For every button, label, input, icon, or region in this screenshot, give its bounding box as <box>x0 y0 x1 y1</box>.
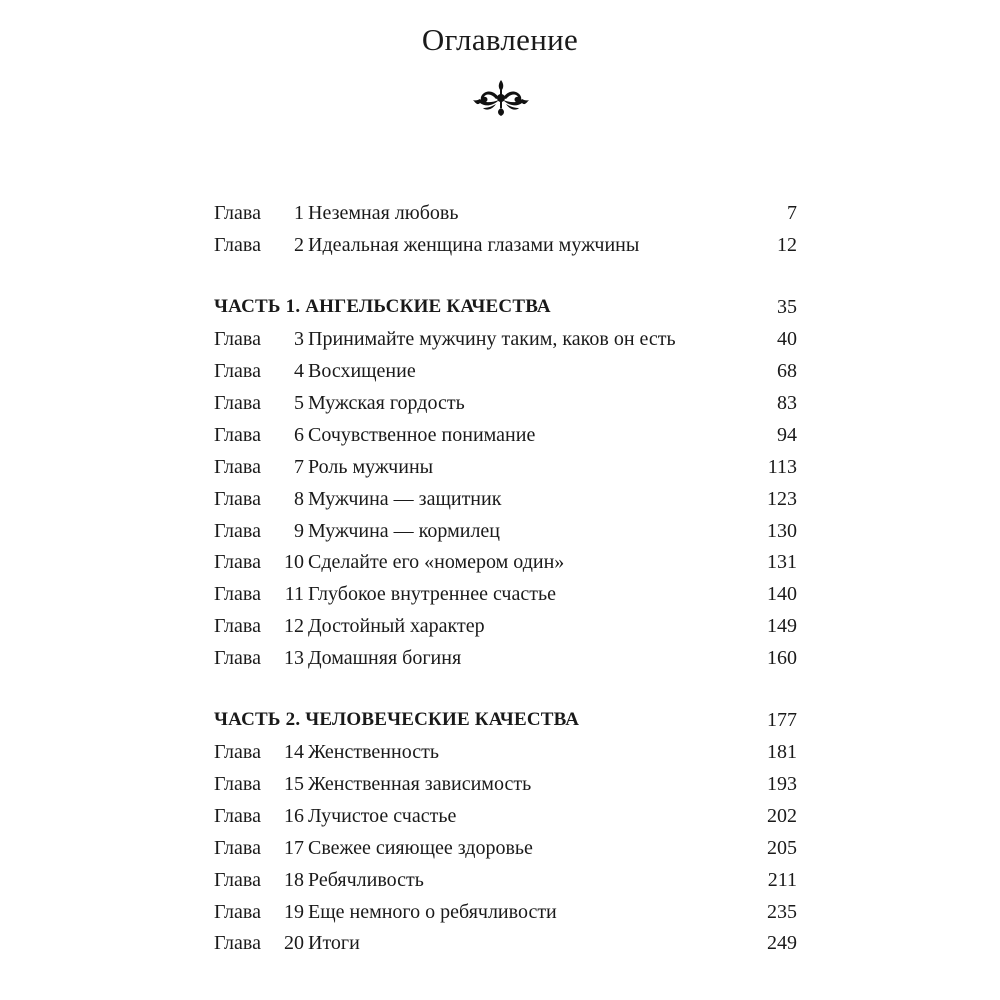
chapter-title: Лучистое счастье <box>308 805 457 827</box>
chapter-title: Еще немного о ребячливости <box>308 901 557 923</box>
page-number: 7 <box>787 202 797 224</box>
chapter-number: 19 <box>284 901 304 923</box>
page-number: 177 <box>767 709 797 731</box>
toc-entry-part-2[interactable] <box>214 705 797 735</box>
chapter-word: Глава <box>214 741 261 763</box>
chapter-number: 14 <box>284 741 304 763</box>
toc-entry-chapter-13[interactable] <box>214 643 797 673</box>
toc-entry-chapter-3[interactable] <box>214 324 797 354</box>
toc-entry-part-1[interactable] <box>214 292 797 322</box>
toc-entry-chapter-12[interactable] <box>214 611 797 641</box>
chapter-title: Женственность <box>308 741 439 763</box>
chapter-number: 4 <box>294 360 304 382</box>
chapter-number: 6 <box>294 424 304 446</box>
toc-entry-chapter-4[interactable] <box>214 356 797 386</box>
chapter-number: 8 <box>294 488 304 510</box>
page-number: 40 <box>777 328 797 350</box>
toc-entry-chapter-11[interactable] <box>214 579 797 609</box>
chapter-title: Мужчина — кормилец <box>308 520 501 542</box>
page-number: 149 <box>767 615 797 637</box>
page-number: 12 <box>777 234 797 256</box>
fleuron-ornament-icon <box>472 78 530 118</box>
toc-entry-chapter-9[interactable] <box>214 516 797 546</box>
chapter-title: Принимайте мужчину таким, каков он есть <box>308 328 676 350</box>
page-number: 181 <box>767 741 797 763</box>
page-number: 249 <box>767 932 797 954</box>
chapter-number: 5 <box>294 392 304 414</box>
chapter-word: Глава <box>214 424 261 446</box>
page-number: 235 <box>767 901 797 923</box>
chapter-title: Женственная зависимость <box>308 773 532 795</box>
toc-entry-chapter-7[interactable] <box>214 452 797 482</box>
chapter-number: 11 <box>284 583 304 605</box>
chapter-number: 20 <box>284 932 304 954</box>
part-title: ЧАСТЬ 2. ЧЕЛОВЕЧЕСКИЕ КАЧЕСТВА <box>214 709 580 730</box>
toc-entry-chapter-2[interactable] <box>214 230 797 260</box>
chapter-number: 7 <box>294 456 304 478</box>
page-number: 123 <box>767 488 797 510</box>
chapter-word: Глава <box>214 583 261 605</box>
chapter-word: Глава <box>214 360 261 382</box>
page-number: 160 <box>767 647 797 669</box>
page-number: 130 <box>767 520 797 542</box>
toc-entry-chapter-19[interactable] <box>214 897 797 927</box>
toc-entry-chapter-14[interactable] <box>214 737 797 767</box>
chapter-number: 1 <box>294 202 304 224</box>
page-number: 202 <box>767 805 797 827</box>
toc-entry-chapter-20[interactable] <box>214 928 797 958</box>
chapter-word: Глава <box>214 456 261 478</box>
chapter-title: Мужчина — защитник <box>308 488 502 510</box>
page-number: 113 <box>767 456 797 478</box>
toc-entry-chapter-1[interactable] <box>214 198 797 228</box>
toc-entry-chapter-18[interactable] <box>214 865 797 895</box>
chapter-word: Глава <box>214 805 261 827</box>
chapter-title: Достойный характер <box>308 615 485 637</box>
chapter-number: 9 <box>294 520 304 542</box>
toc-entry-chapter-10[interactable] <box>214 547 797 577</box>
chapter-title: Глубокое внутреннее счастье <box>308 583 556 605</box>
chapter-word: Глава <box>214 837 261 859</box>
chapter-word: Глава <box>214 520 261 542</box>
page-number: 83 <box>777 392 797 414</box>
chapter-word: Глава <box>214 392 261 414</box>
chapter-title: Восхищение <box>308 360 416 382</box>
chapter-word: Глава <box>214 901 261 923</box>
chapter-word: Глава <box>214 647 261 669</box>
chapter-title: Сочувственное понимание <box>308 424 536 446</box>
chapter-word: Глава <box>214 932 261 954</box>
chapter-word: Глава <box>214 551 261 573</box>
chapter-number: 15 <box>284 773 304 795</box>
chapter-number: 13 <box>284 647 304 669</box>
chapter-title: Неземная любовь <box>308 202 459 224</box>
chapter-word: Глава <box>214 615 261 637</box>
page-number: 140 <box>767 583 797 605</box>
page-number: 35 <box>777 296 797 318</box>
page-title: Оглавление <box>421 22 579 57</box>
page-number: 205 <box>767 837 797 859</box>
chapter-number: 3 <box>294 328 304 350</box>
chapter-word: Глава <box>214 488 261 510</box>
chapter-title: Домашняя богиня <box>308 647 462 669</box>
chapter-title: Итоги <box>308 932 360 954</box>
chapter-title: Сделайте его «номером один» <box>308 551 565 573</box>
chapter-title: Идеальная женщина глазами мужчины <box>308 234 640 256</box>
chapter-title: Мужская гордость <box>308 392 465 414</box>
toc-entry-chapter-8[interactable] <box>214 484 797 514</box>
page-number: 94 <box>777 424 797 446</box>
chapter-word: Глава <box>214 234 261 256</box>
page-number: 193 <box>767 773 797 795</box>
chapter-number: 12 <box>284 615 304 637</box>
toc-entry-chapter-15[interactable] <box>214 769 797 799</box>
toc-entry-chapter-6[interactable] <box>214 420 797 450</box>
page-number: 68 <box>777 360 797 382</box>
chapter-number: 18 <box>284 869 304 891</box>
chapter-word: Глава <box>214 202 261 224</box>
toc-entry-chapter-5[interactable] <box>214 388 797 418</box>
chapter-number: 16 <box>284 805 304 827</box>
chapter-title: Ребячливость <box>308 869 424 891</box>
chapter-title: Роль мужчины <box>308 456 434 478</box>
chapter-word: Глава <box>214 773 261 795</box>
chapter-word: Глава <box>214 869 261 891</box>
chapter-number: 17 <box>284 837 304 859</box>
chapter-number: 10 <box>284 551 304 573</box>
toc-entry-chapter-17[interactable] <box>214 833 797 863</box>
chapter-title: Свежее сияющее здоровье <box>308 837 533 859</box>
chapter-word: Глава <box>214 328 261 350</box>
chapter-number: 2 <box>294 234 304 256</box>
toc-entry-chapter-16[interactable] <box>214 801 797 831</box>
part-title: ЧАСТЬ 1. АНГЕЛЬСКИЕ КАЧЕСТВА <box>214 296 551 317</box>
page-number: 211 <box>767 869 797 891</box>
page-number: 131 <box>767 551 797 573</box>
